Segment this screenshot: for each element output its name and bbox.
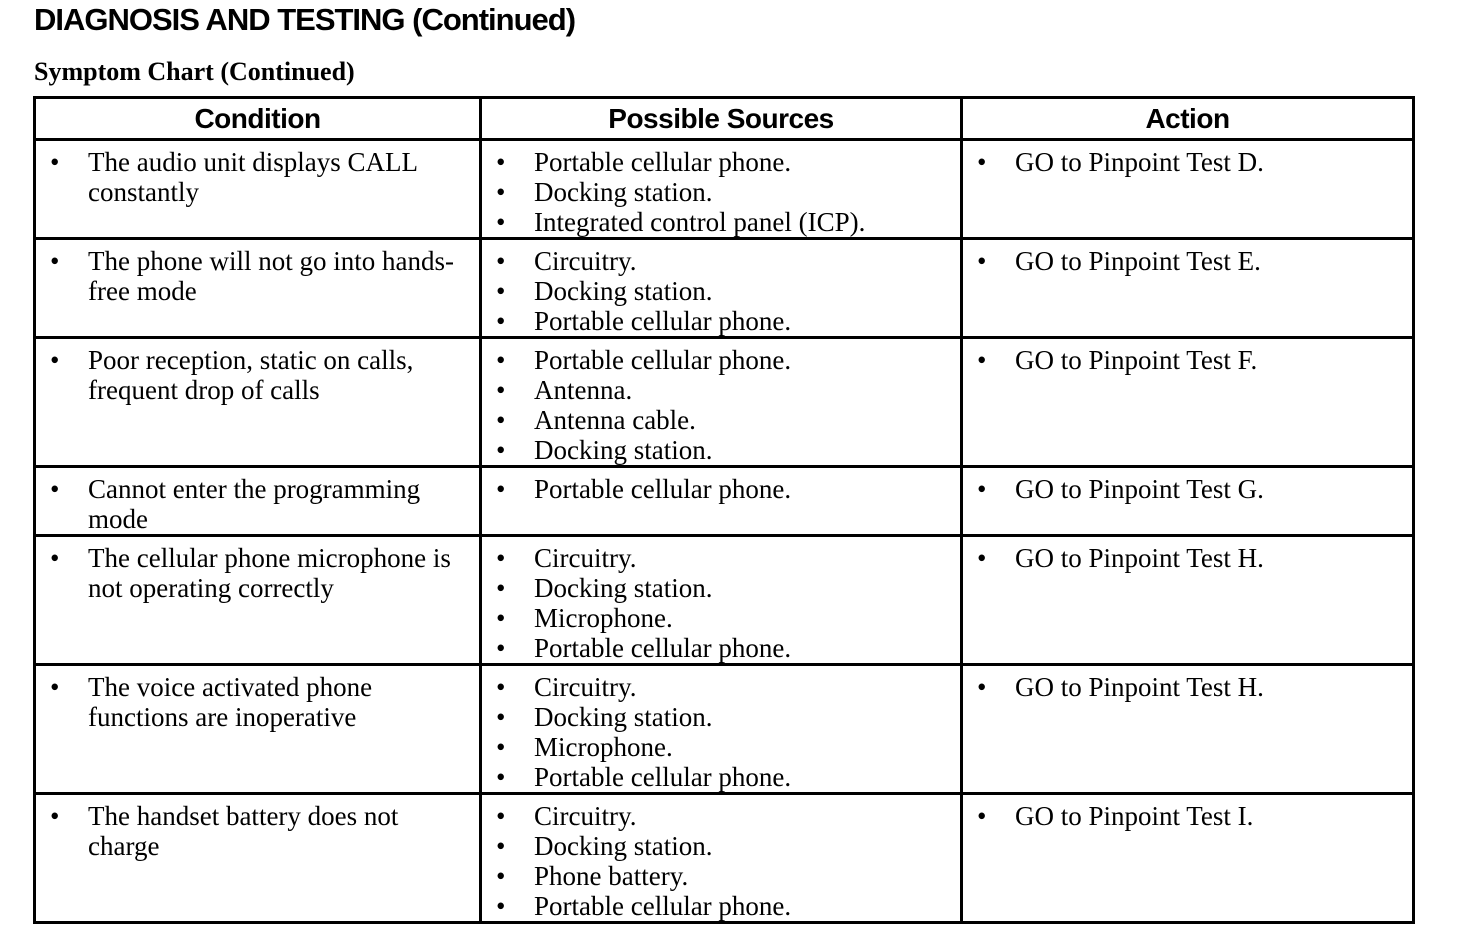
- action-cell: [962, 239, 1414, 338]
- condition-text: • The cellular phone microphone is not operating correctly: [36, 543, 471, 603]
- sources-cell: [481, 794, 962, 923]
- source-item: • Circuitry.: [482, 801, 952, 831]
- source-item: • Docking station.: [482, 573, 952, 603]
- action-text: • GO to Pinpoint Test F.: [963, 345, 1404, 375]
- condition-cell: [35, 665, 481, 794]
- table-row: [35, 140, 1414, 239]
- table-row: [35, 794, 1414, 923]
- column-header-possible-sources: Possible Sources: [481, 98, 962, 140]
- source-item: • Portable cellular phone.: [482, 891, 952, 921]
- action-text: • GO to Pinpoint Test H.: [963, 672, 1404, 702]
- source-item: • Docking station.: [482, 177, 952, 207]
- condition-text: • The audio unit displays CALL constantly: [36, 147, 471, 207]
- sources-cell: [481, 239, 962, 338]
- source-item: • Portable cellular phone.: [482, 633, 952, 663]
- action-cell: [962, 467, 1414, 536]
- source-item: • Antenna cable.: [482, 405, 952, 435]
- condition-cell: [35, 794, 481, 923]
- condition-text: • The voice activated phone functions are inoperative: [36, 672, 471, 732]
- condition-text: • Poor reception, static on calls, frequent drop of calls: [36, 345, 471, 405]
- header-row: [35, 98, 1414, 140]
- source-item: • Circuitry.: [482, 543, 952, 573]
- action-cell: [962, 665, 1414, 794]
- table-row: [35, 665, 1414, 794]
- sources-cell: [481, 467, 962, 536]
- table-row: [35, 338, 1414, 467]
- source-item: • Circuitry.: [482, 246, 952, 276]
- action-text: • GO to Pinpoint Test D.: [963, 147, 1404, 177]
- column-header-action: Action: [962, 98, 1414, 140]
- table-row: [35, 467, 1414, 536]
- source-item: • Circuitry.: [482, 672, 952, 702]
- source-item: • Portable cellular phone.: [482, 762, 952, 792]
- action-text: • GO to Pinpoint Test I.: [963, 801, 1404, 831]
- source-item: • Portable cellular phone.: [482, 306, 952, 336]
- condition-text: • The handset battery does not charge: [36, 801, 471, 861]
- source-item: • Docking station.: [482, 276, 952, 306]
- condition-cell: [35, 239, 481, 338]
- source-item: • Microphone.: [482, 603, 952, 633]
- source-item: • Microphone.: [482, 732, 952, 762]
- page-title: DIAGNOSIS AND TESTING (Continued): [34, 2, 576, 37]
- action-cell: [962, 536, 1414, 665]
- condition-cell: [35, 338, 481, 467]
- symptom-chart-table: [33, 96, 1415, 924]
- action-cell: [962, 140, 1414, 239]
- sources-cell: [481, 338, 962, 467]
- source-item: • Antenna.: [482, 375, 952, 405]
- condition-cell: [35, 536, 481, 665]
- action-text: • GO to Pinpoint Test H.: [963, 543, 1404, 573]
- table-row: [35, 239, 1414, 338]
- action-text: • GO to Pinpoint Test E.: [963, 246, 1404, 276]
- source-item: • Portable cellular phone.: [482, 474, 952, 504]
- source-item: • Portable cellular phone.: [482, 345, 952, 375]
- condition-text: • The phone will not go into hands-free mode: [36, 246, 471, 306]
- column-header-condition: Condition: [35, 98, 481, 140]
- condition-text: • Cannot enter the programming mode: [36, 474, 471, 534]
- action-text: • GO to Pinpoint Test G.: [963, 474, 1404, 504]
- source-item: • Phone battery.: [482, 861, 952, 891]
- source-item: • Portable cellular phone.: [482, 147, 952, 177]
- source-item: • Docking station.: [482, 831, 952, 861]
- source-item: • Docking station.: [482, 435, 952, 465]
- chart-subtitle: Symptom Chart (Continued): [34, 57, 355, 86]
- sources-cell: [481, 140, 962, 239]
- action-cell: [962, 794, 1414, 923]
- condition-cell: [35, 140, 481, 239]
- source-item: • Docking station.: [482, 702, 952, 732]
- action-cell: [962, 338, 1414, 467]
- source-item: • Integrated control panel (ICP).: [482, 207, 952, 237]
- sources-cell: [481, 665, 962, 794]
- sources-cell: [481, 536, 962, 665]
- condition-cell: [35, 467, 481, 536]
- table-row: [35, 536, 1414, 665]
